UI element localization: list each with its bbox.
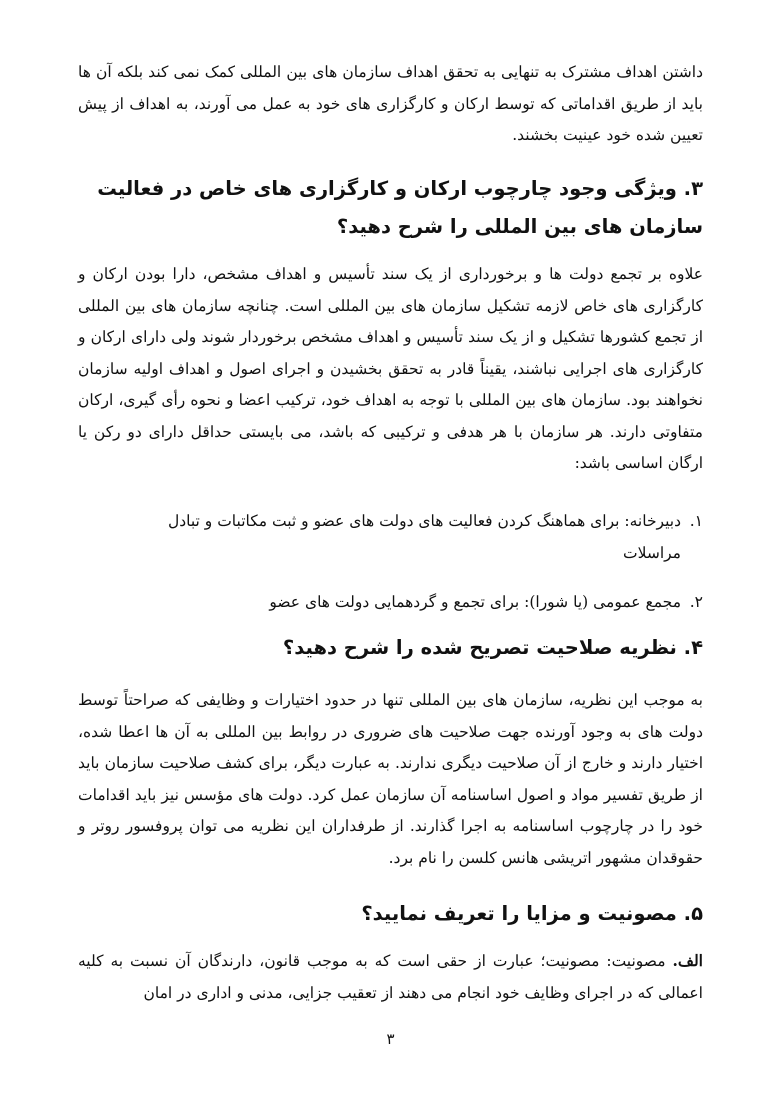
section-3-paragraph: علاوه بر تجمع دولت ها و برخورداری از یک سند تأسیس و اهداف مشخص، دارا بودن ارکان و کارگزاری های خاص لازمه تشکیل سازمان های بین المللی است. چنانچه سازمان های بین المللی از تجمع کشورها تشکیل و از یک سند تأسیس و اهداف مشخص برخوردار شوند ولی دارای ارکان و کارگزاری های اجرایی نباشند، یقیناً قادر به تحقق بخشیدن و اجرای اصول و اهداف اولیه سازمان نخواهند بود. سازمان های بین المللی با توجه به اهداف خود، ترکیب اعضا و نحوه رأی گیری، ارکان متفاوتی دارند. هر سازمان با هر هدفی و ترکیبی که باشد، می بایستی حداقل دارای دو رکن یا ارگان اساسی باشد: — [78, 265, 703, 472]
list-item-text: مجمع عمومی (یا شورا): برای تجمع و گردهمایی دولت های عضو — [269, 593, 681, 611]
section-5-heading: ۵. مصونیت و مزایا را تعریف نمایید؟ — [361, 902, 703, 925]
page-number: ۳ — [386, 1030, 395, 1048]
section-4-paragraph: به موجب این نظریه، سازمان های بین المللی تنها در حدود اختیارات و وظایفی که صراحتاً توسط دولت های به وجود آورنده جهت صلاحیت های ضروری در روابط بین المللی به آن ها اعطا شده، اختیار دارند و خارج از آن صلاحیت دیگری ندارند. به عبارت دیگر، برای کشف صلاحیت سازمان باید از طریق تفسیر مواد و اصول اساسنامه آن سازمان عمل کرد. دولت های مؤسس نیز باید اقدامات خود را در چارچوب اساسنامه به اجرا گذارند. از طرفداران این نظریه می توان پروفسور روتر و حقوقدان مشهور اتریشی هانس کلسن را نام برد. — [78, 691, 703, 867]
section-5-paragraph — [78, 945, 703, 1009]
list-item-number: ۲. — [689, 593, 703, 611]
list-item — [78, 506, 703, 569]
paragraph-lead: الف. — [672, 951, 703, 970]
paragraph-text: مصونیت: مصونیت؛ عبارت از حقی است که به موجب قانون، دارندگان آن نسبت به کلیه اعمالی که در اجرای وظایف خود انجام می دهند از تعقیب جزایی، مدنی و اداری در امان — [78, 952, 703, 1002]
list-item-text: دبیرخانه: برای هماهنگ کردن فعالیت های دولت های عضو و ثبت مکاتبات و تبادل مراسلات — [167, 512, 681, 562]
intro-paragraph: داشتن اهداف مشترک به تنهایی به تحقق اهداف سازمان های بین المللی کمک نمی کند بلکه آن ها باید از طریق اقداماتی که توسط ارکان و کارگزاری های خود به عمل می آورند، به اهداف از پیش تعیین شده خود عینیت بخشند. — [78, 63, 703, 144]
list-item-number: ۱. — [689, 512, 703, 530]
section-3-heading: ۳. ویژگی وجود چارچوب ارکان و کارگزاری های خاص در فعالیت سازمان های بین المللی را شرح دهید؟ — [97, 177, 703, 238]
section-4-heading: ۴. نظریه صلاحیت تصریح شده را شرح دهید؟ — [282, 636, 703, 659]
list-item — [78, 587, 703, 619]
